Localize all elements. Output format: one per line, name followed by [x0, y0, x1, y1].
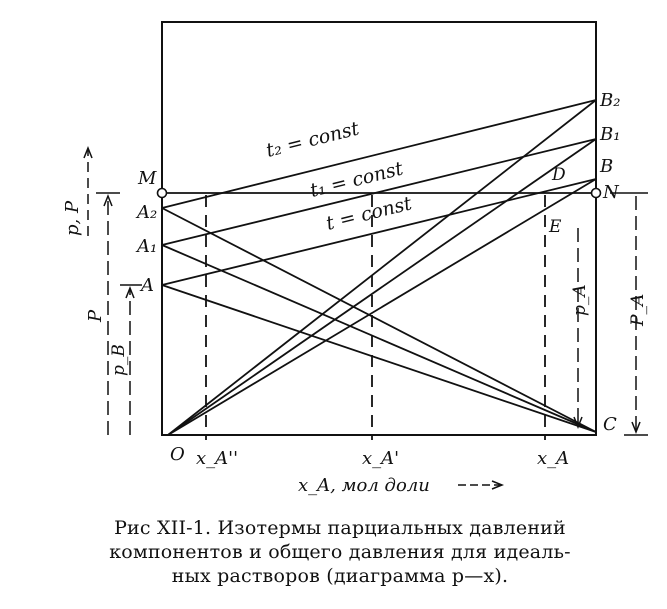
line-A-C: [162, 285, 596, 432]
label-B1: B₁: [600, 124, 621, 145]
label-t: t = const: [323, 192, 414, 235]
figure-caption: [60, 516, 620, 588]
label-B2: B₂: [600, 90, 621, 111]
caption-line-3: ных растворов (диаграмма p—x).: [171, 565, 509, 587]
label-pB: p_B: [109, 344, 129, 376]
label-D: D: [552, 165, 566, 185]
label-N: N: [603, 182, 619, 203]
label-left-axis: p, P: [62, 200, 83, 236]
caption-line-1: Рис XII-1. Изотермы парциальных давлений: [114, 517, 566, 539]
label-t1: t₁ = const: [307, 157, 406, 202]
label-xA: x_A: [537, 448, 570, 469]
label-P-left: P: [85, 309, 106, 322]
label-E: E: [549, 217, 562, 237]
caption-line-2: компонентов и общего давления для идеаль-: [109, 541, 571, 563]
label-PA-right: P_A: [628, 293, 648, 326]
label-x-axis: x_A, мол доли: [298, 475, 430, 496]
label-O: O: [170, 444, 185, 465]
label-t2: t₂ = const: [263, 117, 362, 162]
label-pA: p_A: [570, 284, 590, 316]
line-A1-C: [162, 245, 596, 432]
label-xA2: x_A'': [196, 448, 239, 469]
label-A2: A₂: [137, 202, 158, 223]
line-A2-C: [162, 208, 596, 432]
label-xA1: x_A': [362, 448, 400, 469]
label-A: A: [141, 275, 154, 296]
label-A1: A₁: [137, 236, 158, 257]
label-M: M: [138, 168, 157, 189]
label-C: C: [603, 414, 617, 435]
point-N: [592, 189, 601, 198]
label-B: B: [600, 156, 614, 177]
point-M: [158, 189, 167, 198]
